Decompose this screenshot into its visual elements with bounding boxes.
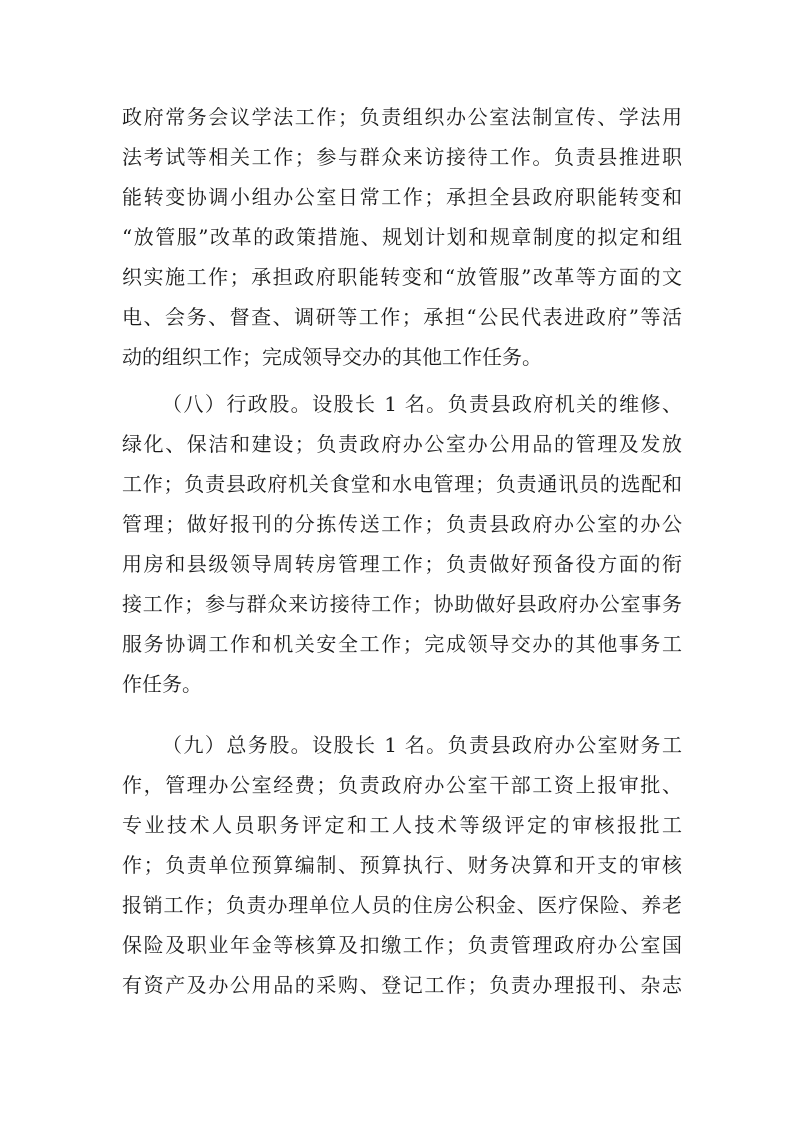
text-line: 有资产及办公用品的采购、登记工作；负责办理报刊、杂志 <box>122 973 682 997</box>
text-line: 保险及职业年金等核算及扣缴工作；负责管理政府办公室国 <box>122 933 682 957</box>
text-line: 报销工作；负责办理单位人员的住房公积金、医疗保险、养老 <box>122 893 682 917</box>
text-line: 用房和县级领导周转房管理工作；负责做好预备役方面的衔 <box>122 552 682 576</box>
paragraph-heading-line: （九）总务股。设股长 1 名。负责县政府办公室财务工 <box>162 733 682 757</box>
text-line: 工作；负责县政府机关食堂和水电管理；负责通讯员的选配和 <box>122 472 682 496</box>
text-line: 服务协调工作和机关安全工作；完成领导交办的其他事务工 <box>122 632 682 656</box>
text-line: 作，管理办公室经费；负责政府办公室干部工资上报审批、 <box>122 773 682 797</box>
text-line: 绿化、保洁和建设；负责政府办公室办公用品的管理及发放 <box>122 432 682 456</box>
text-line: 动的组织工作；完成领导交办的其他工作任务。 <box>122 345 542 369</box>
text-line: 接工作；参与群众来访接待工作；协助做好县政府办公室事务 <box>122 592 682 616</box>
paragraph-heading-line: （八）行政股。设股长 1 名。负责县政府机关的维修、 <box>162 392 682 416</box>
text-line: 政府常务会议学法工作；负责组织办公室法制宣传、学法用 <box>122 105 682 129</box>
text-line: 作；负责单位预算编制、预算执行、财务决算和开支的审核 <box>122 853 682 877</box>
text-line: 管理；做好报刊的分拣传送工作；负责县政府办公室的办公 <box>122 512 682 536</box>
text-line: 作任务。 <box>122 672 202 696</box>
text-line: 电、会务、督查、调研等工作；承担“公民代表进政府”等活 <box>122 305 682 329</box>
text-line: 织实施工作；承担政府职能转变和“放管服”改革等方面的文 <box>122 265 682 289</box>
text-line: “放管服”改革的政策措施、规划计划和规章制度的拟定和组 <box>122 225 682 249</box>
text-line: 专业技术人员职务评定和工人技术等级评定的审核报批工 <box>122 813 682 837</box>
text-line: 法考试等相关工作；参与群众来访接待工作。负责县推进职 <box>122 145 682 169</box>
text-line: 能转变协调小组办公室日常工作；承担全县政府职能转变和 <box>122 185 682 209</box>
